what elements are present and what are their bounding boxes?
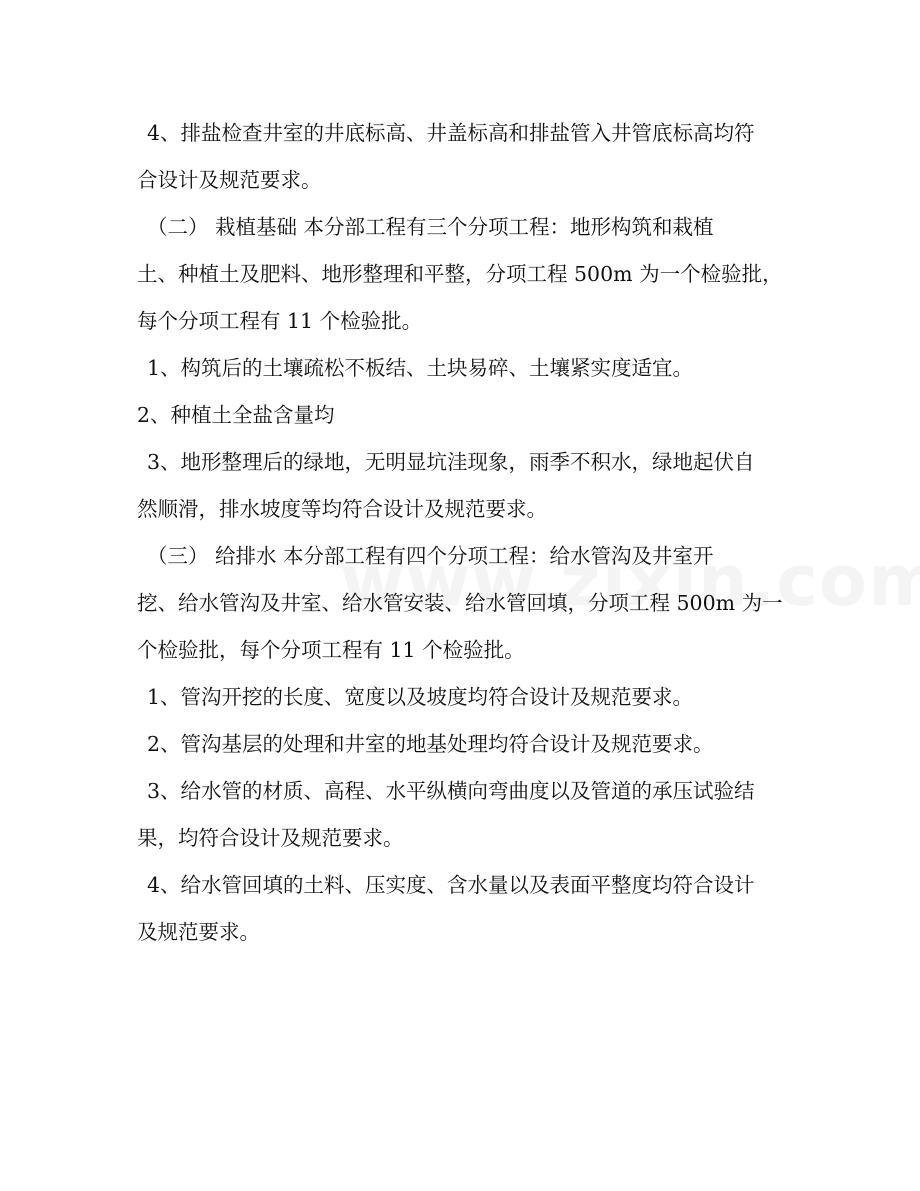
paragraph-line: 挖、给水管沟及井室、给水管安装、给水管回填，分项工程 500m 为一 xyxy=(137,591,783,615)
paragraph-line: 及规范要求。 xyxy=(137,920,260,944)
paragraph-line: 个检验批，每个分项工程有 11 个检验批。 xyxy=(137,638,525,662)
paragraph-line: 合设计及规范要求。 xyxy=(137,168,322,192)
paragraph-line: 1、构筑后的土壤疏松不板结、土块易碎、土壤紧实度适宜。 xyxy=(147,356,694,380)
paragraph-line: 果，均符合设计及规范要求。 xyxy=(137,826,404,850)
paragraph-line: 4、给水管回填的土料、压实度、含水量以及表面平整度均符合设计 xyxy=(147,873,755,897)
paragraph-line: 1、管沟开挖的长度、宽度以及坡度均符合设计及规范要求。 xyxy=(147,685,694,709)
paragraph-line: 土、种植土及肥料、地形整理和平整，分项工程 500m 为一个检验批， xyxy=(137,262,783,286)
paragraph-line: 2、管沟基层的处理和井室的地基处理均符合设计及规范要求。 xyxy=(147,732,714,756)
paragraph-line: 3、给水管的材质、高程、水平纵横向弯曲度以及管道的承压试验结 xyxy=(147,779,755,803)
section-heading-line: （三） 给排水 本分部工程有四个分项工程：给水管沟及井室开 xyxy=(147,544,714,568)
paragraph-line: 4、排盐检查井室的井底标高、井盖标高和排盐管入井管底标高均符 xyxy=(147,121,755,145)
paragraph-line: 3、地形整理后的绿地，无明显坑洼现象，雨季不积水，绿地起伏自 xyxy=(147,450,755,474)
paragraph-line: 每个分项工程有 11 个检验批。 xyxy=(137,309,423,333)
section-heading-line: （二） 栽植基础 本分部工程有三个分项工程：地形构筑和栽植 xyxy=(147,215,714,239)
paragraph-line: 2、种植土全盐含量均 xyxy=(137,403,335,427)
paragraph-line: 然顺滑，排水坡度等均符合设计及规范要求。 xyxy=(137,497,547,521)
